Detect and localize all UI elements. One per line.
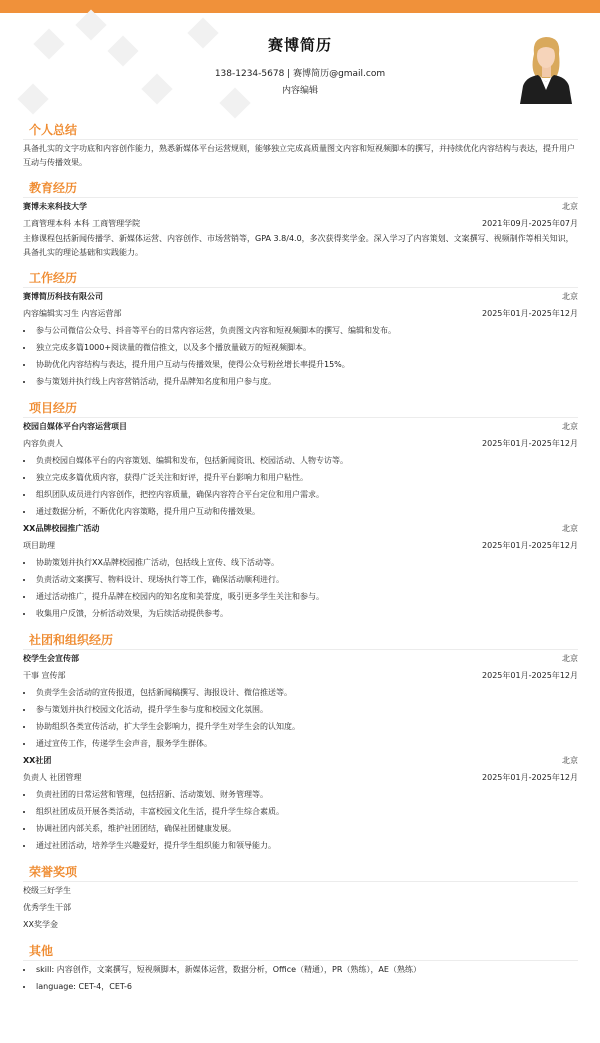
section-title-work: 工作经历 [23, 269, 578, 288]
project-location: 北京 [562, 524, 578, 533]
list-item: • 负责社团的日常运营和管理，包括招新、活动策划、财务管理等。 [34, 786, 578, 803]
project-role: 项目助理 [23, 541, 55, 550]
other-bullets [23, 961, 578, 995]
list-item: • 收集用户反馈，分析活动效果，为后续活动提供参考。 [34, 605, 578, 622]
list-item: • skill: 内容创作，文案撰写，短视频脚本，新媒体运营，数据分析，Office（精通），PR（熟练），AE（熟练） [34, 961, 578, 978]
summary-text: 具备扎实的文字功底和内容创作能力，熟悉新媒体平台运营规则，能够独立完成高质量图文内容和短视频脚本的撰写，并持续优化内容结构与表达，提升用户互动与传播效果。 [23, 144, 575, 167]
company-name: 赛博简历科技有限公司 [23, 292, 103, 301]
school-location: 北京 [562, 202, 578, 211]
list-item: • 通过数据分析，不断优化内容策略，提升用户互动和传播效果。 [34, 503, 578, 520]
list-item: • 通过宣传工作，传递学生会声音，服务学生群体。 [34, 735, 578, 752]
profile-photo [516, 32, 576, 104]
honor-item: 优秀学生干部 [23, 903, 71, 912]
honor-item: 校级三好学生 [23, 886, 71, 895]
org-bullets [23, 684, 578, 752]
project-name: XX品牌校园推广活动 [23, 524, 100, 533]
list-item: • 协调社团内部关系，维护社团团结，确保社团健康发展。 [34, 820, 578, 837]
resume-header [0, 34, 600, 96]
list-item: • 独立完成多篇优质内容，获得广泛关注和好评，提升平台影响力和用户粘性。 [34, 469, 578, 486]
project-row-2 [23, 435, 578, 452]
org-row-1 [23, 752, 578, 769]
section-title-summary: 个人总结 [23, 121, 578, 140]
org-role: 干事 宣传部 [23, 671, 66, 680]
work-section [23, 269, 578, 390]
org-date: 2025年01月-2025年12月 [482, 773, 578, 782]
education-section [23, 179, 578, 260]
section-title-projects: 项目经历 [23, 399, 578, 418]
project-row-2 [23, 537, 578, 554]
list-item: • 通过活动推广，提升品牌在校园内的知名度和美誉度，吸引更多学生关注和参与。 [34, 588, 578, 605]
school-name: 赛博未来科技大学 [23, 202, 87, 211]
other-section [23, 942, 578, 995]
list-item: • 负责活动文案撰写、物料设计、现场执行等工作，确保活动顺利进行。 [34, 571, 578, 588]
org-name: 校学生会宣传部 [23, 654, 79, 663]
honor-item: XX奖学金 [23, 920, 58, 929]
list-item: • language: CET-4，CET-6 [34, 978, 578, 995]
list-item: • 组织社团成员开展各类活动，丰富校园文化生活，提升学生综合素质。 [34, 803, 578, 820]
projects-section [23, 399, 578, 622]
org-location: 北京 [562, 756, 578, 765]
list-item: • 参与策划并执行线上内容营销活动，提升品牌知名度和用户参与度。 [34, 373, 578, 390]
education-row-2 [23, 215, 578, 232]
list-item: • 独立完成多篇1000+阅读量的微信推文，以及多个播放量破万的短视频脚本。 [34, 339, 578, 356]
work-bullets [23, 322, 578, 390]
degree: 工商管理本科 本科 工商管理学院 [23, 219, 141, 228]
project-row-1 [23, 520, 578, 537]
org-name: XX社团 [23, 756, 52, 765]
list-item: • 组织团队成员进行内容创作，把控内容质量，确保内容符合平台定位和用户需求。 [34, 486, 578, 503]
orgs-section [23, 631, 578, 854]
list-item: • 负责校园自媒体平台的内容策划、编辑和发布，包括新闻资讯、校园活动、人物专访等。 [34, 452, 578, 469]
contact-info: 138-1234-5678 | 赛博简历@gmail.com [214, 69, 386, 79]
org-location: 北京 [562, 654, 578, 663]
summary-section [23, 121, 578, 170]
project-bullets [23, 452, 578, 520]
list-item: • 协助策划并执行XX品牌校园推广活动，包括线上宣传、线下活动等。 [34, 554, 578, 571]
resume-body [23, 121, 578, 995]
project-role: 内容负责人 [23, 439, 63, 448]
applicant-name: 赛博简历 [267, 36, 332, 54]
education-row-1 [23, 198, 578, 215]
org-role: 负责人 社团管理 [23, 773, 82, 782]
section-title-honors: 荣誉奖项 [23, 863, 578, 882]
list-item: • 协助优化内容结构与表达，提升用户互动与传播效果，使得公众号粉丝增长率提升15%。 [34, 356, 578, 373]
org-bullets [23, 786, 578, 854]
list-item: • 参与公司微信公众号、抖音等平台的日常内容运营，负责图文内容和短视频脚本的撰写、编辑和发布。 [34, 322, 578, 339]
section-title-orgs: 社团和组织经历 [23, 631, 578, 650]
org-row-1 [23, 650, 578, 667]
company-location: 北京 [562, 292, 578, 301]
org-row-2 [23, 769, 578, 786]
list-item: • 通过社团活动，培养学生兴趣爱好，提升学生组织能力和领导能力。 [34, 837, 578, 854]
work-row-2 [23, 305, 578, 322]
org-row-2 [23, 667, 578, 684]
list-item: • 协助组织各类宣传活动，扩大学生会影响力，提升学生对学生会的认知度。 [34, 718, 578, 735]
list-item: • 负责学生会活动的宣传报道，包括新闻稿撰写、海报设计、微信推送等。 [34, 684, 578, 701]
work-row-1 [23, 288, 578, 305]
list-item: • 参与策划并执行校园文化活动，提升学生参与度和校园文化氛围。 [34, 701, 578, 718]
section-title-education: 教育经历 [23, 179, 578, 198]
project-bullets [23, 554, 578, 622]
education-desc: 主修课程包括新闻传播学、新媒体运营、内容创作、市场营销等，GPA 3.8/4.0，多次获得奖学金。深入学习了内容策划、文案撰写、视频制作等相关知识，具备扎实的理论基础和实践能力。 [23, 234, 574, 257]
section-title-other: 其他 [23, 942, 578, 961]
honors-section [23, 863, 578, 933]
project-name: 校园自媒体平台内容运营项目 [23, 422, 127, 431]
education-date: 2021年09月-2025年07月 [482, 219, 578, 228]
project-row-1 [23, 418, 578, 435]
project-date: 2025年01月-2025年12月 [482, 541, 578, 550]
project-date: 2025年01月-2025年12月 [482, 439, 578, 448]
work-date: 2025年01月-2025年12月 [482, 309, 578, 318]
target-role: 内容编辑 [281, 86, 318, 96]
org-date: 2025年01月-2025年12月 [482, 671, 578, 680]
project-location: 北京 [562, 422, 578, 431]
work-position: 内容编辑实习生 内容运营部 [23, 309, 122, 318]
